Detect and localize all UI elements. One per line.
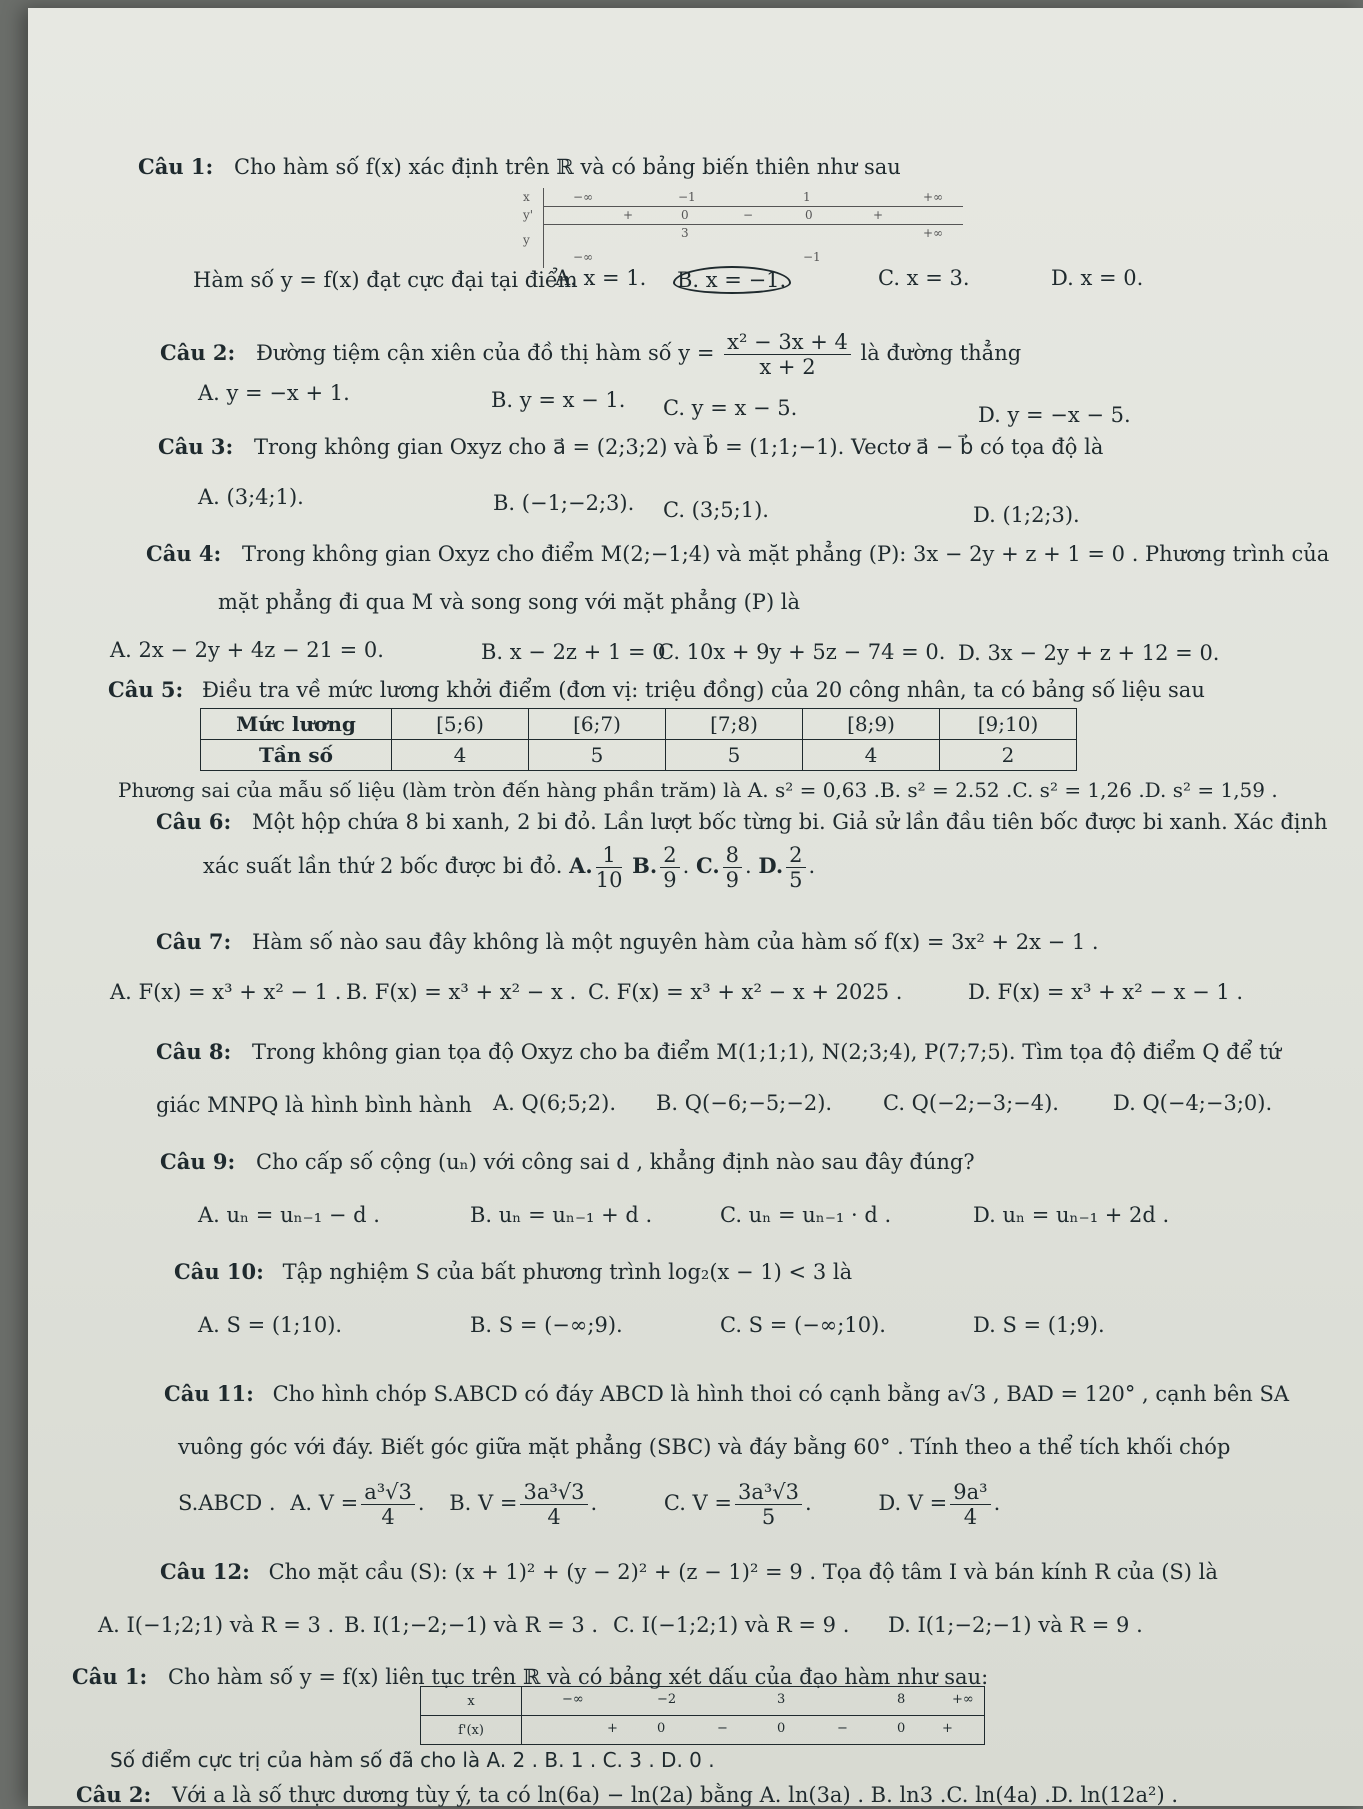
option-c: C. I(−1;2;1) và R = 9 . xyxy=(613,1613,850,1637)
option-c: C. 10x + 9y + 5z − 74 = 0. xyxy=(658,640,946,664)
question-2: Câu 2: Đường tiệm cận xiên của đồ thị hàm số y = $\frac{\text{x² − 3x + 4}}{x + 2}$ là đường thẳng xyxy=(160,330,1022,379)
option-c: C. Q(−2;−3;−4). xyxy=(883,1091,1059,1115)
question-label: Câu 11: xyxy=(164,1381,254,1406)
option-d: D. Q(−4;−3;0). xyxy=(1113,1091,1273,1115)
option-b: B. (−1;−2;3). xyxy=(493,491,635,515)
option-b: B. Q(−6;−5;−2). xyxy=(656,1091,833,1115)
part2-question-1-stem: Số điểm cực trị của hàm số đã cho là A. 2 . B. 1 . C. 3 . D. 0 . xyxy=(110,1748,715,1772)
option-a: A. S = (1;10). xyxy=(198,1313,343,1337)
sign-table: x −∞ −2 3 8 +∞ f'(x) + 0 − 0 − 0 + xyxy=(420,1686,985,1745)
question-4: Câu 4: Trong không gian Oxyz cho điểm M(2;−1;4) và mặt phẳng (P): 3x − 2y + z + 1 = 0 . Phương trình của xyxy=(146,541,1330,566)
option-a: A. x = 1. xyxy=(555,266,647,290)
part2-question-2: Câu 2: Với a là số thực dương tùy ý, ta có ln(6a) − ln(2a) bằng A. ln(3a) . B. ln3 .C. ln(4a) .D. ln(12a²) . xyxy=(76,1782,1179,1807)
option-a: A. Q(6;5;2). xyxy=(493,1091,617,1115)
option-a: A. I(−1;2;1) và R = 3 . xyxy=(98,1613,335,1637)
question-5: Câu 5: Điều tra về mức lương khởi điểm (đơn vị: triệu đồng) của 20 công nhân, ta có bảng số liệu sau xyxy=(108,677,1205,702)
question-label: Câu 2: xyxy=(76,1782,152,1807)
question-label: Câu 6: xyxy=(156,809,232,834)
question-label: Câu 9: xyxy=(160,1149,236,1174)
question-label: Câu 1: xyxy=(72,1664,148,1689)
option-b: B. uₙ = uₙ₋₁ + d . xyxy=(470,1203,653,1227)
question-3: Câu 3: Trong không gian Oxyz cho a⃗ = (2;3;2) và b⃗ = (1;1;−1). Vectơ a⃗ − b⃗ có tọa độ là xyxy=(158,434,1104,459)
question-11-options: S.ABCD . A. V = $\frac{\text{a³√3}}{4}$ . B. V = $\frac{\text{3a³√3}}{4}$ . C. V = $\frac{\text{3a³√3}}{5}$ . D. V = $\frac{\text{9a³}}{4}$ . xyxy=(178,1480,1001,1529)
question-label: Câu 3: xyxy=(158,434,234,459)
option-d: D. x = 0. xyxy=(1051,266,1144,290)
option-b: B. x = −1. xyxy=(673,266,791,294)
question-label: Câu 4: xyxy=(146,541,222,566)
option-d: D. 3x − 2y + z + 12 = 0. xyxy=(958,641,1220,665)
option-a: A. (3;4;1). xyxy=(198,485,304,509)
option-c: C. S = (−∞;10). xyxy=(720,1313,886,1337)
exam-paper: Câu 1: Cho hàm số f(x) xác định trên ℝ và có bảng biến thiên như sau x −∞ −1 1 +∞ y' + 0 − 0 + y 3 +∞ −∞ −1 Hàm số y = f(x) đạt cực đại tại điểm A. x = 1. B. x = −1. C. x = 3. D. x = 0. Câu 2: Đường tiệm cận xiên của đồ thị hàm số y = $\frac{\text{x² − 3x + 4}}{x + 2}$ là đường thẳng A. y = −x + 1. B. y = x − 1. C. y = x − 5. D. y = −x − 5. Câu 3: Trong không gian Oxyz cho a⃗ = (2;3;2) và b⃗ = (1;1;−1). Vectơ a⃗ − b⃗ có tọa độ là A. (3;4;1). B. (−1;−2;3). C. (3;5;1). D. (1;2;3). Câu 4: Trong không gian Oxyz cho điểm M(2;−1;4) và mặt phẳng (P): 3x − 2y + z + 1 = 0 . Phương trình của mặt phẳng đi qua M và song song với mặt phẳng (P) là A. 2x − 2y + 4z − 21 = 0. B. x − 2z + 1 = 0 C. 10x + 9y + 5z − 74 = 0. D. 3x − 2y + z + 12 = 0. Câu 5: Điều tra về mức lương khởi điểm (đơn vị: triệu đồng) của 20 công nhân, ta có bảng số liệu sau Mức lương [5;6) [6;7) [7;8) [8;9) [9;10) Tần số 4 5 5 4 2 Phương sai của mẫu số liệu (làm tròn đến hàng phần trăm) là A. s² = 0,63 .B. s² = 2.52 .C. s² = 1,26 .D. s² = 1,59 . Câu 6: Một hộp chứa 8 bi xanh, 2 bi đỏ. Lần lượt bốc từng bi. Giả sử lần đầu tiên bốc được bi xanh. Xác định xác suất lần thứ 2 bốc được bi đỏ. A. $\frac{1}{10}$ B. $\frac{2}{9}$ . C. $\frac{8}{9}$ . D. $\frac{2}{5}$ . Câu 7: Hàm số nào sau đây không là một nguyên hàm của hàm số f(x) = 3x² + 2x − 1 . A. F(x) = x³ + x² − 1 . B. F(x) = x³ + x² − x . C. F(x) = x³ + x² − x + 2025 . D. F(x) = x³ + x² − x − 1 . Câu 8: Trong không gian tọa độ Oxyz cho ba điểm M(1;1;1), N(2;3;4), P(7;7;5). Tìm tọa độ điểm Q để tứ giác MNPQ là hình bình hành A. Q(6;5;2). B. Q(−6;−5;−2). C. Q(−2;−3;−4). D. Q(−4;−3;0). Câu 9: Cho cấp số cộng (uₙ) với công sai d , khẳng định nào sau đây đúng? A. uₙ = uₙ₋₁ − d . B. uₙ = uₙ₋₁ + d . C. uₙ = uₙ₋₁ · d . D. uₙ = uₙ₋₁ + 2d . Câu 10: Tập nghiệm S của bất phương trình log₂(x − 1) < 3 là A. S = (1;10). B. S = (−∞;9). C. S = (−∞;10). D. S = (1;9). Câu 11: Cho hình chóp S.ABCD có đáy ABCD là hình thoi có cạnh bằng a√3 , BAD = 120° , cạnh bên SA vuông góc với đáy. Biết góc giữa mặt phẳng (SBC) và đáy bằng 60° . Tính theo a thể tích khối chóp S.ABCD . A. V = $\frac{\text{a³√3}}{4}$ . B. V = $\frac{\text{3a³√3}}{4}$ . C. V = $\frac{\text{3a³√3}}{5}$ . D. V = $\frac{\text{9a³}}{4}$ . Câu 12: Cho mặt cầu (S): (x + 1)² + (y − 2)² + (z − 1)² = 9 . Tọa độ tâm I và bán kính R của (S) là A. I(−1;2;1) và R = 3 . B. I(1;−2;−1) và R = 3 . C. I(−1;2;1) và R = 9 . D. I(1;−2;−1) và R = 9 . Câu 1: Cho hàm số y = f(x) liên tục trên ℝ và có bảng xét dấu của đạo hàm như sau: x −∞ −2 3 8 +∞ f'(x) + 0 − 0 − 0 + Số điểm cực trị của hàm số đã cho là A. 2 . B. 1 . C. 3 . D. 0 . Câu 2: Với a là số thực dương tùy ý, ta có ln(6a) − ln(2a) bằng A. ln(3a) . B. ln3 .C. ln(4a) .D. ln(12a²) . xyxy=(28,8,1363,1806)
option-b: B. I(1;−2;−1) và R = 3 . xyxy=(344,1613,599,1637)
fraction: $\frac{\text{x² − 3x + 4}}{x + 2}$ xyxy=(724,330,851,379)
option-d: D. I(1;−2;−1) và R = 9 . xyxy=(888,1613,1143,1637)
question-8: Câu 8: Trong không gian tọa độ Oxyz cho ba điểm M(1;1;1), N(2;3;4), P(7;7;5). Tìm tọa độ điểm Q để tứ xyxy=(156,1039,1282,1064)
option-a: A. uₙ = uₙ₋₁ − d . xyxy=(198,1203,380,1227)
question-12: Câu 12: Cho mặt cầu (S): (x + 1)² + (y − 2)² + (z − 1)² = 9 . Tọa độ tâm I và bán kính R của (S) là xyxy=(160,1559,1218,1584)
question-text: Cho hàm số f(x) xác định trên ℝ và có bảng biến thiên như sau xyxy=(233,155,901,179)
question-6: Câu 6: Một hộp chứa 8 bi xanh, 2 bi đỏ. Lần lượt bốc từng bi. Giả sử lần đầu tiên bốc được bi xanh. Xác định xyxy=(156,809,1328,834)
option-d: D. y = −x − 5. xyxy=(978,403,1131,427)
question-label: Câu 12: xyxy=(160,1559,250,1584)
frequency-table: Mức lương [5;6) [6;7) [7;8) [8;9) [9;10) Tần số 4 5 5 4 2 xyxy=(200,708,1077,771)
option-b: B. S = (−∞;9). xyxy=(470,1313,623,1337)
option-c: C. x = 3. xyxy=(878,266,970,290)
question-6-options: xác suất lần thứ 2 bốc được bi đỏ. A. $\frac{1}{10}$ B. $\frac{2}{9}$ . C. $\frac{8}{9}$ . D. $\frac{2}{5}$ . xyxy=(203,843,816,892)
question-9: Câu 9: Cho cấp số cộng (uₙ) với công sai d , khẳng định nào sau đây đúng? xyxy=(160,1149,975,1174)
question-label: Câu 10: xyxy=(174,1259,264,1284)
option-d: D. uₙ = uₙ₋₁ + 2d . xyxy=(973,1203,1170,1227)
question-5-stem: Phương sai của mẫu số liệu (làm tròn đến hàng phần trăm) là A. s² = 0,63 .B. s² = 2.52 .C. s² = 1,26 .D. s² = 1,59 . xyxy=(118,778,1278,802)
option-d: D. F(x) = x³ + x² − x − 1 . xyxy=(968,980,1244,1004)
question-11: Câu 11: Cho hình chóp S.ABCD có đáy ABCD là hình thoi có cạnh bằng a√3 , BAD = 120° , cạnh bên SA xyxy=(164,1381,1290,1406)
option-c: C. y = x − 5. xyxy=(663,396,798,420)
question-1 xyxy=(138,153,1363,181)
option-a: A. 2x − 2y + 4z − 21 = 0. xyxy=(110,638,384,662)
option-c: C. F(x) = x³ + x² − x + 2025 . xyxy=(588,980,903,1004)
question-label: Câu 7: xyxy=(156,929,232,954)
question-label: Câu 5: xyxy=(108,677,184,702)
option-b: B. y = x − 1. xyxy=(491,388,626,412)
part2-question-1: Câu 1: Cho hàm số y = f(x) liên tục trên ℝ và có bảng xét dấu của đạo hàm như sau: xyxy=(72,1664,989,1689)
option-c: C. (3;5;1). xyxy=(663,498,769,522)
question-label: Câu 8: xyxy=(156,1039,232,1064)
variation-table: x −∞ −1 1 +∞ y' + 0 − 0 + y 3 +∞ −∞ −1 xyxy=(503,188,968,268)
option-d: D. S = (1;9). xyxy=(973,1313,1105,1337)
option-a: A. F(x) = x³ + x² − 1 . xyxy=(110,980,342,1004)
option-c: C. uₙ = uₙ₋₁ · d . xyxy=(720,1203,892,1227)
option-a: A. y = −x + 1. xyxy=(198,381,350,405)
question-label: Câu 1: xyxy=(138,154,214,179)
question-10: Câu 10: Tập nghiệm S của bất phương trình log₂(x − 1) < 3 là xyxy=(174,1259,853,1284)
option-d: D. (1;2;3). xyxy=(973,503,1080,527)
option-b: B. x − 2z + 1 = 0 xyxy=(481,640,666,664)
question-7: Câu 7: Hàm số nào sau đây không là một nguyên hàm của hàm số f(x) = 3x² + 2x − 1 . xyxy=(156,929,1099,954)
question-1-stem: Hàm số y = f(x) đạt cực đại tại điểm xyxy=(193,268,578,292)
option-b: B. F(x) = x³ + x² − x . xyxy=(346,980,577,1004)
question-label: Câu 2: xyxy=(160,340,236,365)
